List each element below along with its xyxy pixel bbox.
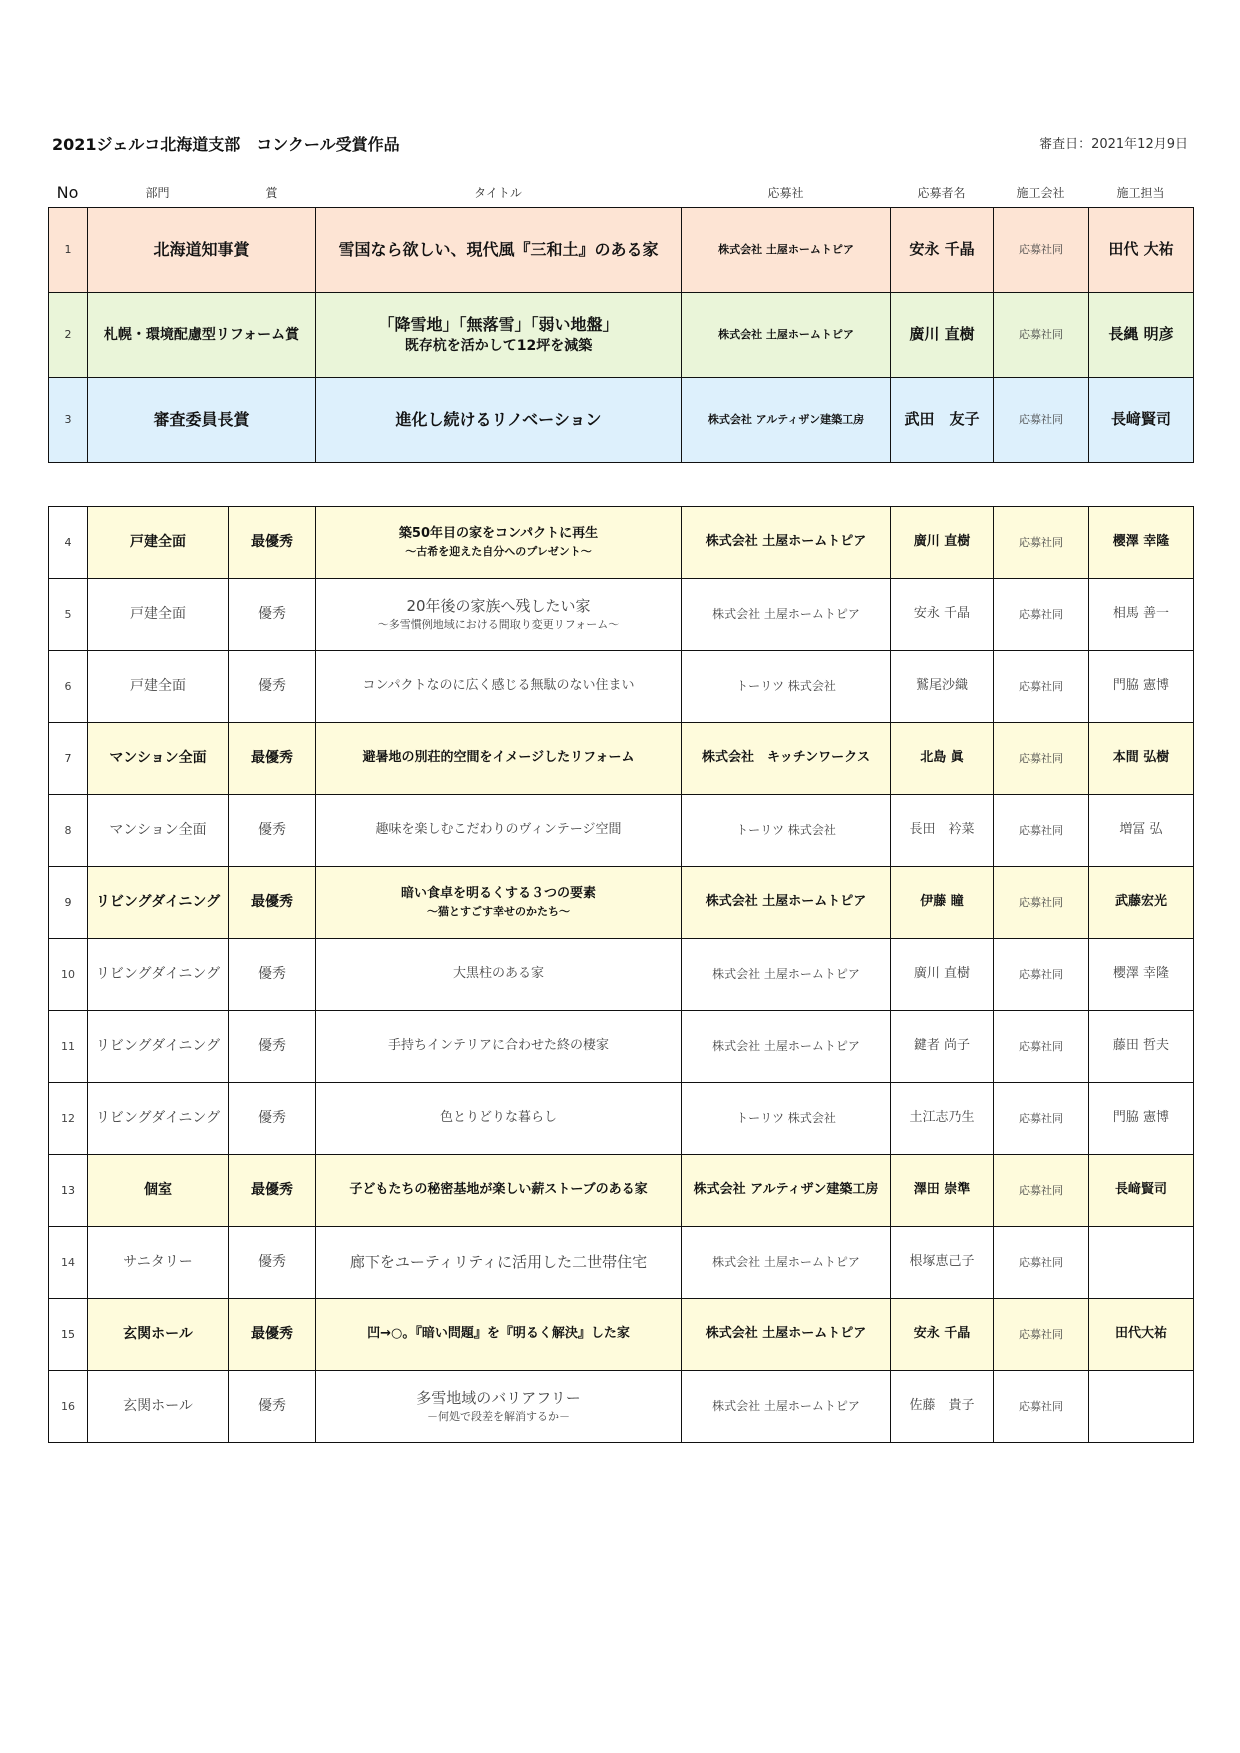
company-cell: 株式会社 土屋ホームトピア <box>682 507 891 579</box>
title-main: 雪国なら欲しい、現代風『三和土』のある家 <box>338 240 659 260</box>
title-main: 色とりどりな暮らし <box>439 1110 557 1126</box>
category-cell: サニタリー <box>88 1227 229 1299</box>
staff-cell: 門脇 憲博 <box>1089 1083 1194 1155</box>
title-main: 凹→○。『暗い問題』を『明るく解決』した家 <box>367 1326 630 1342</box>
constructor-cell: 応募社同 <box>994 1011 1089 1083</box>
title-cell <box>316 939 682 1011</box>
company-cell: 株式会社 アルティザン建築工房 <box>682 1155 891 1227</box>
col-title: タイトル <box>474 185 522 200</box>
row-number: 6 <box>49 651 88 723</box>
applicant-cell: 鍵者 尚子 <box>891 1011 994 1083</box>
staff-cell: 藤田 哲夫 <box>1089 1011 1194 1083</box>
category-cell: 戸建全面 <box>88 579 229 651</box>
title-main: 避暑地の別荘的空間をイメージしたリフォーム <box>362 750 635 766</box>
title-main: 大黒柱のある家 <box>452 966 544 982</box>
category-cell: マンション全面 <box>88 723 229 795</box>
row-number: 5 <box>49 579 88 651</box>
title-cell <box>316 208 682 293</box>
title-cell <box>316 1155 682 1227</box>
company-cell: 株式会社 土屋ホームトピア <box>682 867 891 939</box>
award-name: 札幌・環境配慮型リフォーム賞 <box>88 293 316 378</box>
table-row <box>49 1011 1194 1083</box>
table-row <box>49 867 1194 939</box>
title-subtitle: 既存杭を活かして12坪を減築 <box>404 338 593 355</box>
applicant-cell: 廣川 直樹 <box>891 939 994 1011</box>
constructor-cell: 応募社同 <box>994 651 1089 723</box>
award-cell: 優秀 <box>229 579 316 651</box>
staff-cell: 田代大祐 <box>1089 1299 1194 1371</box>
staff-cell <box>1089 1371 1194 1443</box>
title-subtitle: ～古希を迎えた自分へのプレゼント～ <box>405 544 592 558</box>
applicant-cell: 鷲尾沙織 <box>891 651 994 723</box>
company-cell: 株式会社 土屋ホームトピア <box>682 939 891 1011</box>
row-number: 9 <box>49 867 88 939</box>
title-cell <box>316 507 682 579</box>
constructor-cell: 応募社同 <box>994 867 1089 939</box>
table-row <box>49 651 1194 723</box>
table-row <box>49 1299 1194 1371</box>
applicant-cell: 長田 衿菜 <box>891 795 994 867</box>
table-row <box>49 1155 1194 1227</box>
constructor-cell: 応募社同 <box>994 1299 1089 1371</box>
constructor-cell: 応募社同 <box>994 939 1089 1011</box>
award-cell: 優秀 <box>229 1083 316 1155</box>
award-cell: 優秀 <box>229 1371 316 1443</box>
award-cell: 優秀 <box>229 651 316 723</box>
table-row <box>49 723 1194 795</box>
staff-cell: 櫻澤 幸隆 <box>1089 507 1194 579</box>
row-number: 11 <box>49 1011 88 1083</box>
row-number: 4 <box>49 507 88 579</box>
applicant-cell: 北島 眞 <box>891 723 994 795</box>
company-cell: 株式会社 土屋ホームトピア <box>682 1371 891 1443</box>
title-subtitle: －何処で段差を解消するか－ <box>427 1410 570 1424</box>
title-main: コンパクトなのに広く感じる無駄のない住まい <box>362 678 635 694</box>
company-cell: 株式会社 アルティザン建築工房 <box>682 378 891 463</box>
company-cell: 株式会社 土屋ホームトピア <box>682 293 891 378</box>
applicant-cell: 廣川 直樹 <box>891 293 994 378</box>
company-cell: 株式会社 土屋ホームトピア <box>682 579 891 651</box>
title-main: 「降雪地」「無落雪」「弱い地盤」 <box>378 315 619 335</box>
company-cell: 株式会社 キッチンワークス <box>682 723 891 795</box>
category-cell: マンション全面 <box>88 795 229 867</box>
staff-cell: 増冨 弘 <box>1089 795 1194 867</box>
title-main: 築50年目の家をコンパクトに再生 <box>398 526 599 542</box>
applicant-cell: 安永 千晶 <box>891 579 994 651</box>
company-cell: 株式会社 土屋ホームトピア <box>682 208 891 293</box>
title-main: 廊下をユーティリティに活用した二世帯住宅 <box>349 1252 648 1271</box>
constructor-cell: 応募社同 <box>994 579 1089 651</box>
col-award: 賞 <box>265 185 278 200</box>
award-cell: 優秀 <box>229 939 316 1011</box>
table-row <box>49 1083 1194 1155</box>
constructor-cell: 応募社同 <box>994 507 1089 579</box>
title-main: 20年後の家族へ残したい家 <box>406 596 591 615</box>
title-cell <box>316 1083 682 1155</box>
col-company: 応募社 <box>767 185 804 200</box>
row-number: 2 <box>49 293 88 378</box>
column-header-row <box>48 180 1193 204</box>
applicant-cell: 土江志乃生 <box>891 1083 994 1155</box>
company-cell: 株式会社 土屋ホームトピア <box>682 1227 891 1299</box>
title-cell <box>316 867 682 939</box>
company-cell: 株式会社 土屋ホームトピア <box>682 1299 891 1371</box>
company-cell: トーリツ 株式会社 <box>682 795 891 867</box>
table-row <box>49 1227 1194 1299</box>
row-number: 16 <box>49 1371 88 1443</box>
award-cell: 最優秀 <box>229 723 316 795</box>
award-cell: 最優秀 <box>229 1299 316 1371</box>
staff-cell: 櫻澤 幸隆 <box>1089 939 1194 1011</box>
row-number: 13 <box>49 1155 88 1227</box>
page-title: 2021ジェルコ北海道支部 コンクール受賞作品 <box>52 135 400 154</box>
company-cell: トーリツ 株式会社 <box>682 651 891 723</box>
company-cell: トーリツ 株式会社 <box>682 1083 891 1155</box>
award-cell: 優秀 <box>229 1011 316 1083</box>
constructor-cell: 応募社同 <box>994 208 1089 293</box>
row-number: 1 <box>49 208 88 293</box>
applicant-cell: 廣川 直樹 <box>891 507 994 579</box>
award-name: 北海道知事賞 <box>88 208 316 293</box>
category-cell: 戸建全面 <box>88 651 229 723</box>
col-no: No <box>56 182 79 202</box>
applicant-cell: 安永 千晶 <box>891 208 994 293</box>
award-cell: 優秀 <box>229 1227 316 1299</box>
row-number: 14 <box>49 1227 88 1299</box>
row-number: 15 <box>49 1299 88 1371</box>
award-cell: 最優秀 <box>229 867 316 939</box>
title-main: 子どもたちの秘密基地が楽しい薪ストーブのある家 <box>349 1182 648 1198</box>
category-awards-table <box>48 506 1194 1443</box>
table-row <box>49 293 1194 378</box>
col-applicant: 応募者名 <box>917 185 966 200</box>
category-cell: 玄関ホール <box>88 1371 229 1443</box>
staff-cell <box>1089 1227 1194 1299</box>
constructor-cell: 応募社同 <box>994 1227 1089 1299</box>
staff-cell: 門脇 憲博 <box>1089 651 1194 723</box>
constructor-cell: 応募社同 <box>994 1371 1089 1443</box>
title-cell <box>316 1299 682 1371</box>
constructor-cell: 応募社同 <box>994 293 1089 378</box>
title-cell <box>316 1371 682 1443</box>
title-subtitle: ～猫とすごす幸せのかたち～ <box>427 904 570 918</box>
table-row <box>49 507 1194 579</box>
title-cell <box>316 1227 682 1299</box>
award-cell: 最優秀 <box>229 1155 316 1227</box>
title-cell <box>316 579 682 651</box>
applicant-cell: 安永 千晶 <box>891 1299 994 1371</box>
table-row <box>49 1371 1194 1443</box>
row-number: 3 <box>49 378 88 463</box>
title-main: 手持ちインテリアに合わせた終の棲家 <box>387 1038 609 1054</box>
row-number: 12 <box>49 1083 88 1155</box>
title-cell <box>316 293 682 378</box>
applicant-cell: 根塚恵己子 <box>891 1227 994 1299</box>
applicant-cell: 佐藤 貴子 <box>891 1371 994 1443</box>
staff-cell: 長縄 明彦 <box>1089 293 1194 378</box>
constructor-cell: 応募社同 <box>994 795 1089 867</box>
title-cell <box>316 723 682 795</box>
row-number: 8 <box>49 795 88 867</box>
constructor-cell: 応募社同 <box>994 378 1089 463</box>
staff-cell: 相馬 善一 <box>1089 579 1194 651</box>
constructor-cell: 応募社同 <box>994 723 1089 795</box>
table-row <box>49 939 1194 1011</box>
constructor-cell: 応募社同 <box>994 1155 1089 1227</box>
special-awards-table <box>48 207 1194 463</box>
table-row <box>49 208 1194 293</box>
title-main: 趣味を楽しむこだわりのヴィンテージ空間 <box>375 822 622 838</box>
staff-cell: 長﨑賢司 <box>1089 1155 1194 1227</box>
title-subtitle: ～多雪慣例地域における間取り変更リフォーム～ <box>377 618 620 632</box>
review-date: 審査日：2021年12月9日 <box>1039 137 1188 152</box>
row-number: 7 <box>49 723 88 795</box>
staff-cell: 本間 弘樹 <box>1089 723 1194 795</box>
category-cell: 戸建全面 <box>88 507 229 579</box>
category-cell: リビングダイニング <box>88 1011 229 1083</box>
award-cell: 優秀 <box>229 795 316 867</box>
constructor-cell: 応募社同 <box>994 1083 1089 1155</box>
table-row <box>49 378 1194 463</box>
title-cell <box>316 651 682 723</box>
title-main: 多雪地域のバリアフリー <box>416 1388 581 1407</box>
title-main: 進化し続けるリノベーション <box>395 410 602 430</box>
staff-cell: 田代 大祐 <box>1089 208 1194 293</box>
applicant-cell: 武田 友子 <box>891 378 994 463</box>
category-cell: 個室 <box>88 1155 229 1227</box>
title-cell <box>316 378 682 463</box>
row-number: 10 <box>49 939 88 1011</box>
col-constructor: 施工会社 <box>1016 185 1065 200</box>
applicant-cell: 伊藤 瞳 <box>891 867 994 939</box>
table-row <box>49 795 1194 867</box>
title-main: 暗い食卓を明るくする３つの要素 <box>400 886 596 902</box>
applicant-cell: 澤田 崇準 <box>891 1155 994 1227</box>
category-cell: 玄関ホール <box>88 1299 229 1371</box>
title-cell <box>316 1011 682 1083</box>
award-name: 審査委員長賞 <box>88 378 316 463</box>
company-cell: 株式会社 土屋ホームトピア <box>682 1011 891 1083</box>
col-dept: 部門 <box>145 185 170 200</box>
table-row <box>49 579 1194 651</box>
category-cell: リビングダイニング <box>88 939 229 1011</box>
category-cell: リビングダイニング <box>88 867 229 939</box>
category-cell: リビングダイニング <box>88 1083 229 1155</box>
award-cell: 最優秀 <box>229 507 316 579</box>
title-cell <box>316 795 682 867</box>
col-staff: 施工担当 <box>1116 185 1165 200</box>
staff-cell: 武藤宏光 <box>1089 867 1194 939</box>
staff-cell: 長﨑賢司 <box>1089 378 1194 463</box>
